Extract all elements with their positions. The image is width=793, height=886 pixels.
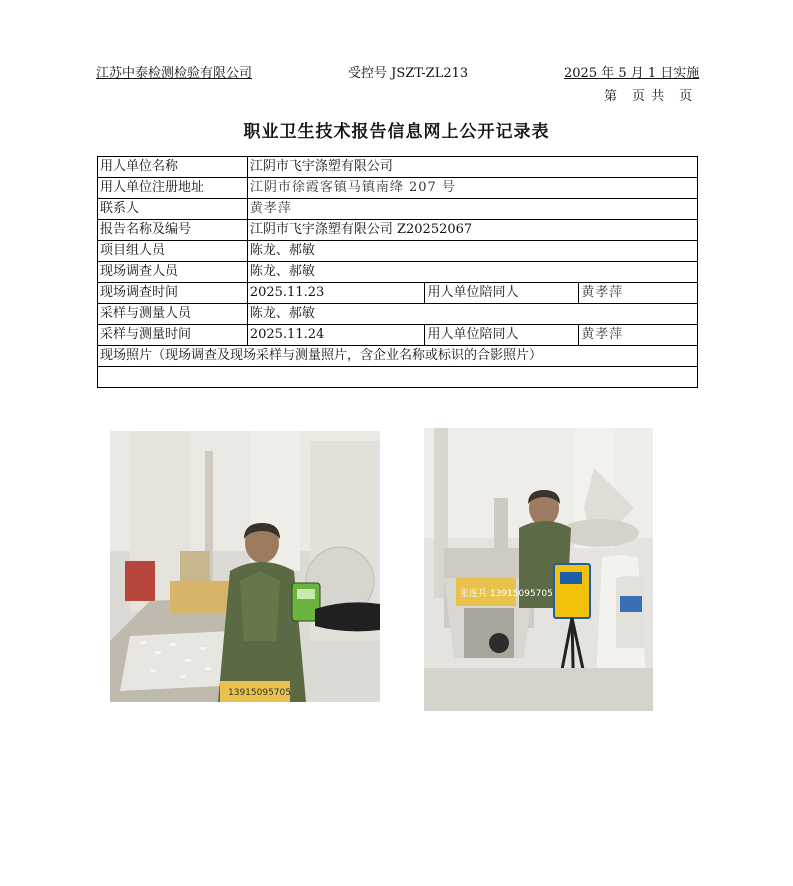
value-sampling-staff: 陈龙、郝敏 <box>247 304 697 325</box>
label-sampling-escort: 用人单位陪同人 <box>425 325 579 346</box>
table-row <box>98 157 698 178</box>
value-survey-escort: 黄孝萍 <box>579 283 698 304</box>
table-row <box>98 283 698 304</box>
header-effective-date: 2025 年 5 月 1 日实施 <box>564 66 700 81</box>
value-team: 陈龙、郝敏 <box>247 241 697 262</box>
site-photo-2-image <box>424 428 653 711</box>
value-employer-name: 江阴市飞宇涤塑有限公司 <box>247 157 697 178</box>
label-survey-staff: 现场调查人员 <box>98 262 248 283</box>
table-row <box>98 220 698 241</box>
label-employer-name: 用人单位名称 <box>98 157 248 178</box>
label-team: 项目组人员 <box>98 241 248 262</box>
site-photo-1-image <box>110 431 380 702</box>
header-control-number: 受控号 JSZT-ZL213 <box>348 66 469 81</box>
page-number: 第 页 共 页 <box>604 89 694 104</box>
table-row <box>98 241 698 262</box>
site-photo-1 <box>110 431 380 702</box>
label-contact: 联系人 <box>98 199 248 220</box>
value-sampling-time: 2025.11.24 <box>247 325 425 346</box>
photo-1-caption: 13915095705 <box>228 688 291 698</box>
table-row <box>98 178 698 199</box>
photo-cell <box>98 367 698 698</box>
value-survey-staff: 陈龙、郝敏 <box>247 262 697 283</box>
header-company: 江苏中泰检测检验有限公司 <box>96 66 253 81</box>
value-survey-time: 2025.11.23 <box>247 283 425 304</box>
label-survey-escort: 用人单位陪同人 <box>425 283 579 304</box>
photo-heading: 现场照片（现场调查及现场采样与测量照片，含企业名称或标识的合影照片） <box>98 346 698 367</box>
site-photo-2 <box>424 428 653 711</box>
value-sampling-escort: 黄孝萍 <box>579 325 698 346</box>
value-report: 江阴市飞宇涤塑有限公司 Z20252067 <box>247 220 697 241</box>
label-report: 报告名称及编号 <box>98 220 248 241</box>
value-contact: 黄孝萍 <box>247 199 697 220</box>
table-row <box>98 346 698 367</box>
table-row <box>98 325 698 346</box>
label-sampling-time: 采样与测量时间 <box>98 325 248 346</box>
table-row <box>98 199 698 220</box>
label-sampling-staff: 采样与测量人员 <box>98 304 248 325</box>
value-address: 江阴市徐霞客镇马镇南绛 207 号 <box>247 178 697 199</box>
table-row <box>98 304 698 325</box>
record-table <box>97 156 698 698</box>
photo-2-caption: 张连兵 13915095705 <box>460 589 553 599</box>
table-row <box>98 262 698 283</box>
page-title: 职业卫生技术报告信息网上公开记录表 <box>243 122 550 142</box>
table-row <box>98 367 698 388</box>
label-survey-time: 现场调查时间 <box>98 283 248 304</box>
label-address: 用人单位注册地址 <box>98 178 248 199</box>
